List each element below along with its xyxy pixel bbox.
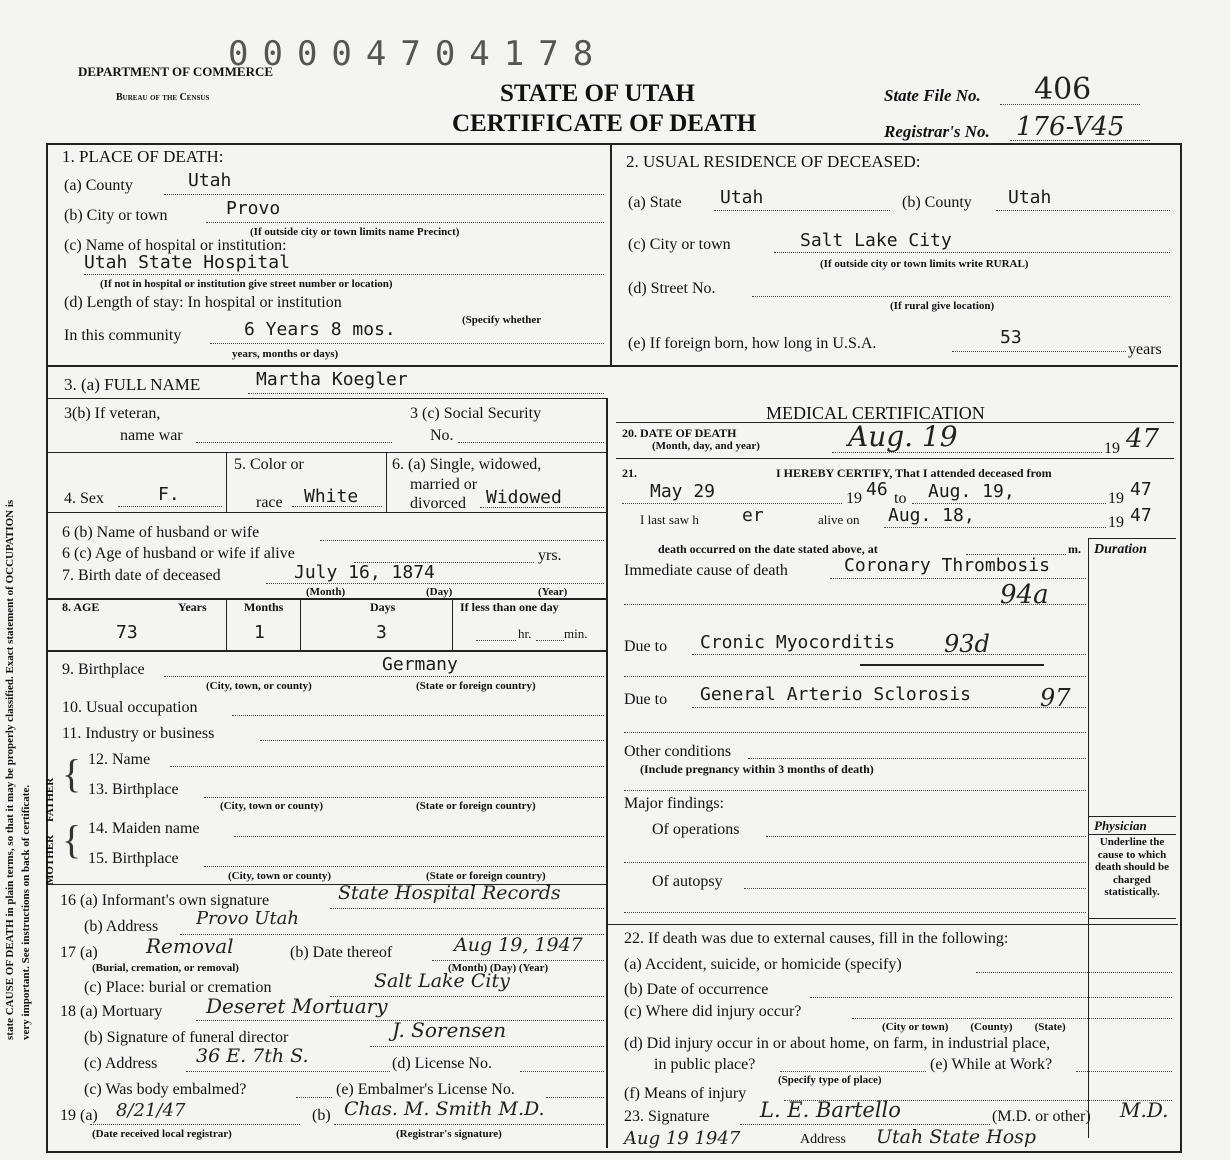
attended-to: Aug. 19, (928, 481, 1015, 502)
sex-label: 4. Sex (64, 490, 104, 507)
registrar-signature: Chas. M. Smith M.D. (344, 1098, 545, 1120)
to-label: to (894, 490, 907, 507)
attended-from-year: 46 (866, 479, 888, 500)
veteran-label: 3(b) If veteran, (64, 405, 161, 422)
social-security-label: 3 (c) Social Security (410, 405, 542, 422)
mother-city-note: (City, town or county) (228, 870, 332, 882)
burial-note: (Burial, cremation, or removal) (92, 962, 239, 974)
certificate-title: CERTIFICATE OF DEATH (452, 110, 757, 137)
burial-date-label: (b) Date thereof (290, 944, 393, 961)
full-name-label: 3. (a) FULL NAME (64, 375, 201, 394)
age-label: 8. AGE (62, 600, 100, 614)
dod-nineteen: 19 (1104, 440, 1120, 457)
county-label: (a) County (64, 177, 133, 194)
res-state-value: Utah (720, 187, 764, 208)
hospital-note: (If not in hospital or institution give street number or location) (100, 278, 393, 290)
community-value: 6 Years 8 mos. (244, 319, 396, 340)
last-saw-year: 47 (1130, 505, 1152, 526)
occupation-label: 10. Usual occupation (62, 699, 198, 716)
community-label: In this community (64, 327, 182, 344)
hr-label: hr. (518, 626, 532, 641)
cause-code-3: 97 (1040, 684, 1071, 712)
major-findings-label: Major findings: (624, 795, 724, 812)
burial-place-value: Salt Lake City (374, 970, 510, 992)
age-months-label: Months (244, 600, 284, 614)
dod-sub: (Month, day, and year) (652, 440, 760, 452)
license-label: (d) License No. (392, 1055, 492, 1072)
birth-date-value: July 16, 1874 (294, 562, 435, 583)
place-of-death-title: 1. PLACE OF DEATH: (62, 147, 224, 166)
birth-date-label: 7. Birth date of deceased (62, 567, 221, 584)
address-label: Address (800, 1132, 846, 1147)
accident-label: (a) Accident, suicide, or homicide (specify) (624, 956, 902, 973)
funeral-director-value: J. Sorensen (392, 1018, 507, 1042)
director-address-label: (c) Address (84, 1055, 158, 1072)
father-city-note: (City, town or county) (220, 800, 324, 812)
war-label: name war (120, 427, 183, 444)
dod-year: 47 (1126, 424, 1160, 454)
divorced-label: divorced (410, 495, 466, 512)
other-conditions-label: Other conditions (624, 743, 732, 760)
years-label: years (1128, 341, 1162, 358)
burial-value: Removal (146, 934, 234, 958)
father-name-label: 12. Name (88, 751, 151, 768)
residence-title: 2. USUAL RESIDENCE OF DECEASED: (626, 152, 921, 171)
year-note: (Year) (538, 586, 568, 598)
embalmer-license-label: (e) Embalmer's License No. (336, 1081, 515, 1098)
industry-label: 11. Industry or business (62, 725, 215, 742)
attended-to-year: 47 (1130, 479, 1152, 500)
side-instructions: state CAUSE OF DEATH in plain terms, so that it may be properly classified. Exact statement of OCCUPATION is (4, 499, 16, 1040)
other-conditions-note: (Include pregnancy within 3 months of death) (640, 762, 874, 776)
medical-title: MEDICAL CERTIFICATION (766, 403, 985, 423)
cause-code-2: 93d (944, 630, 990, 658)
md-label: (M.D. or other) (992, 1108, 1091, 1125)
race-value: White (304, 486, 359, 507)
operations-label: Of operations (652, 821, 740, 838)
burial-label: 17 (a) (60, 944, 98, 961)
registrar-no: 176-V45 (1016, 112, 1125, 142)
while-at-work-label: (e) While at Work? (930, 1056, 1053, 1073)
age-days-value: 3 (376, 622, 387, 643)
type-place-note: (Specify type of place) (778, 1074, 882, 1086)
means-injury-label: (f) Means of injury (624, 1085, 747, 1102)
due-to-1-value: Cronic Myocorditis (700, 632, 896, 653)
dod-label: 20. DATE OF DEATH (622, 426, 737, 440)
res-city-value: Salt Lake City (800, 230, 952, 251)
mdy-note: (Month) (Day) (Year) (448, 962, 549, 974)
father-bracket: { (62, 751, 82, 796)
ss-no-label: No. (430, 427, 454, 444)
certify-number: 21. (622, 466, 637, 480)
funeral-director-label: (b) Signature of funeral director (84, 1029, 289, 1046)
birthplace-value: Germany (382, 654, 458, 675)
state-title: STATE OF UTAH (500, 80, 695, 107)
less-than-day-label: If less than one day (460, 600, 559, 614)
color-label: 5. Color or (234, 456, 304, 473)
registrar-date-note: (Date received local registrar) (92, 1128, 232, 1140)
external-causes-label: 22. If death was due to external causes, fill in the following: (624, 930, 1009, 947)
embalmed-label: (c) Was body embalmed? (84, 1081, 247, 1098)
md-value: M.D. (1120, 1098, 1169, 1122)
m-label: m. (1068, 542, 1081, 556)
director-address-value: 36 E. 7th S. (196, 1045, 309, 1067)
city-town-county-note: (City, town, or county) (206, 680, 312, 692)
burial-place-label: (c) Place: burial or cremation (84, 979, 272, 996)
due-to-1-label: Due to (624, 638, 668, 655)
day-note: (Day) (426, 586, 453, 598)
hospital-value: Utah State Hospital (84, 252, 290, 273)
due-to-2-label: Due to (624, 691, 668, 708)
registrar-no-label: Registrar's No. (884, 122, 990, 141)
res-street-note: (If rural give location) (890, 300, 995, 312)
father-birthplace-label: 13. Birthplace (88, 781, 179, 798)
marital-value: Widowed (486, 487, 562, 508)
due-to-2-value: General Arterio Sclorosis (700, 684, 971, 705)
specify-note: (Specify whether (462, 314, 542, 326)
cause-code-1: 94a (1000, 580, 1049, 610)
mortuary-label: 18 (a) Mortuary (60, 1003, 163, 1020)
signature-label: 23. Signature (624, 1108, 710, 1125)
foreign-years-value: 53 (1000, 327, 1022, 348)
physician-note-title: Physician (1094, 818, 1147, 833)
registrar-b-label: (b) (312, 1107, 331, 1124)
county-value: Utah (188, 170, 232, 191)
state-file-label: State File No. (884, 86, 981, 105)
res-city-label: (c) City or town (628, 236, 731, 253)
attended-from-nineteen: 19 (846, 490, 862, 507)
foreign-born-label: (e) If foreign born, how long in U.S.A. (628, 335, 877, 352)
public-place-label: in public place? (654, 1056, 756, 1073)
birthplace-label: 9. Birthplace (62, 661, 145, 678)
mother-state-note: (State or foreign country) (426, 870, 546, 882)
attended-from: May 29 (650, 481, 716, 502)
where-injury-label: (c) Where did injury occur? (624, 1003, 802, 1020)
registrar-label: 19 (a) (60, 1107, 98, 1124)
last-saw-value: Aug. 18, (888, 505, 975, 526)
informant-address-value: Provo Utah (196, 908, 300, 929)
age-years-value: 73 (116, 622, 138, 643)
state-file-number: 406 (1034, 72, 1092, 107)
sex-value: F. (158, 484, 180, 505)
registrar-date-value: 8/21/47 (116, 1100, 186, 1121)
informant-address-label: (b) Address (84, 918, 159, 935)
alive-on-label: alive on (818, 512, 860, 527)
father-state-note: (State or foreign country) (416, 800, 536, 812)
husband-label: 6 (b) Name of husband or wife (62, 524, 260, 541)
dod-value: Aug. 19 (848, 420, 958, 453)
certify-text: I HEREBY CERTIFY, That I attended deceased from (776, 466, 1052, 480)
mother-birthplace-label: 15. Birthplace (88, 850, 179, 867)
department-label: DEPARTMENT OF COMMERCE (78, 64, 274, 79)
marital-label: 6. (a) Single, widowed, (392, 456, 542, 473)
city-label: (b) City or town (64, 207, 168, 224)
month-note: (Month) (306, 586, 346, 598)
maiden-name-label: 14. Maiden name (88, 820, 200, 837)
physician-signature: L. E. Bartello (760, 1098, 901, 1122)
bureau-label: Bureau of the Census (116, 92, 210, 103)
immediate-cause-label: Immediate cause of death (624, 562, 788, 579)
injury-home-label: (d) Did injury occur in or about home, on farm, in industrial place, (624, 1035, 1051, 1052)
full-name-value: Martha Koegler (256, 369, 408, 390)
length-of-stay-label: (d) Length of stay: In hospital or institution (64, 294, 342, 311)
city-value: Provo (226, 198, 281, 219)
age-spouse-label: 6 (c) Age of husband or wife if alive (62, 545, 295, 562)
city-county-state-note: (City or town) (County) (State) (882, 1021, 1066, 1033)
last-saw-er: er (742, 505, 764, 526)
physician-note: Underline the cause to which death should be charged statistically. (1095, 836, 1169, 898)
res-county-value: Utah (1008, 187, 1052, 208)
yrs-label: yrs. (538, 547, 562, 564)
city-note: (If outside city or town limits name Precinct) (250, 226, 460, 238)
informant-sig-value: State Hospital Records (338, 882, 561, 904)
married-label: married or (410, 476, 478, 493)
age-days-label: Days (370, 600, 396, 614)
hospital-label: (c) Name of hospital or institution: (64, 237, 287, 254)
document-number: 000047041​78 (228, 34, 608, 74)
autopsy-label: Of autopsy (652, 873, 723, 890)
death-occurred-text: death occurred on the date stated above, at (658, 542, 878, 556)
mother-label: MOTHER (44, 834, 56, 885)
informant-sig-label: 16 (a) Informant's own signature (60, 892, 270, 909)
age-years-label: Years (178, 600, 207, 614)
date-signed: Aug 19 1947 (624, 1128, 741, 1149)
immediate-cause-value: Coronary Thrombosis (844, 555, 1050, 576)
occurrence-date-label: (b) Date of occurrence (624, 981, 769, 998)
min-label: min. (564, 626, 588, 641)
race-label: race (256, 494, 283, 511)
duration-label: Duration (1094, 542, 1147, 557)
res-street-label: (d) Street No. (628, 280, 716, 297)
res-state-label: (a) State (628, 194, 682, 211)
physician-address: Utah State Hosp (876, 1126, 1037, 1148)
last-saw-nineteen: 19 (1108, 514, 1124, 531)
state-foreign-note: (State or foreign country) (416, 680, 536, 692)
age-months-value: 1 (254, 622, 265, 643)
father-label: FATHER (44, 777, 56, 822)
mother-bracket: { (62, 817, 82, 862)
attended-to-nineteen: 19 (1108, 490, 1124, 507)
last-saw-label: I last saw h (640, 512, 699, 527)
res-county-label: (b) County (902, 194, 972, 211)
res-city-note: (If outside city or town limits write RURAL) (820, 258, 1029, 270)
burial-date-value: Aug 19, 1947 (454, 934, 583, 956)
side-instructions-2: very important. See instructions on back of certificate. (20, 784, 32, 1040)
specify-note-2: years, months or days) (232, 348, 339, 360)
registrar-sig-note: (Registrar's signature) (396, 1128, 502, 1140)
mortuary-value: Deseret Mortuary (206, 994, 388, 1018)
